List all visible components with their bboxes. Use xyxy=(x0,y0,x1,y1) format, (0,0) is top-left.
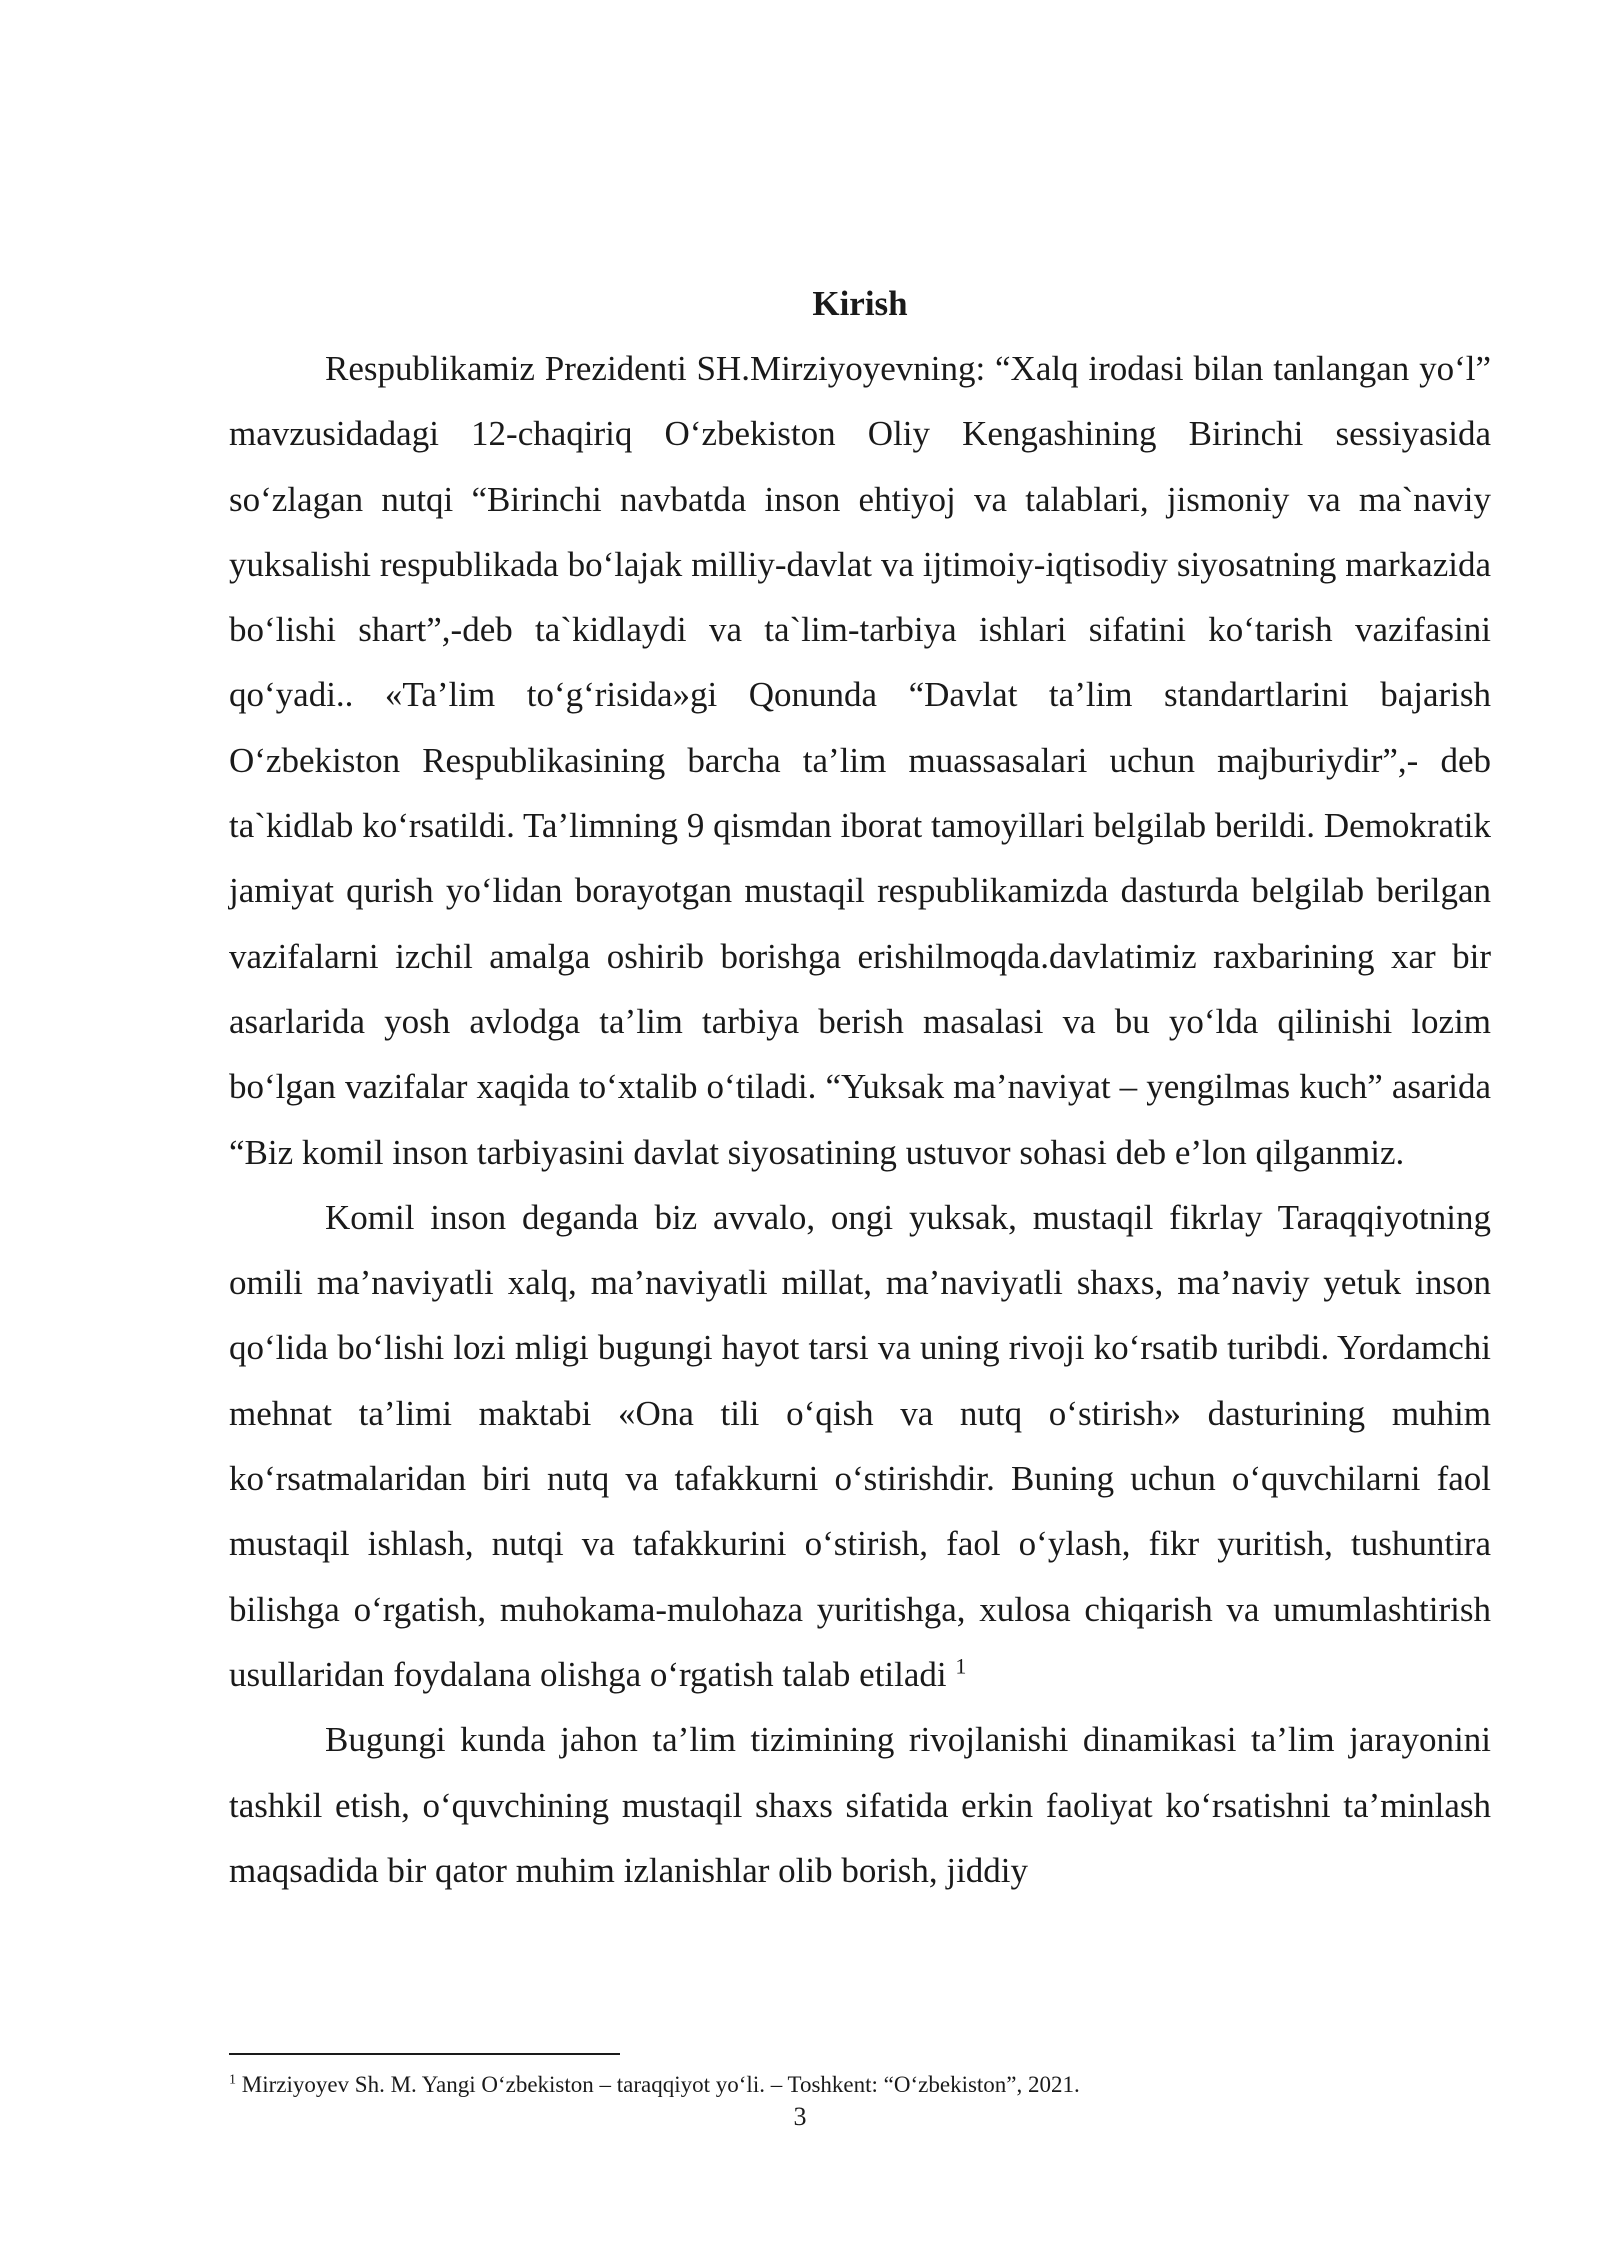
footnote-separator xyxy=(229,2053,620,2055)
paragraph-3-text: Bugungi kunda jahon ta’lim tizimining rivojlanishi dinamikasi ta’lim jarayonini tashkil etish, o‘quvchining mustaqil shaxs sifatida erkin faoliyat ko‘rsatishni ta’minlash maqsadida bir qator muhim izlanishlar olib borish, jiddiy xyxy=(229,1720,1491,1890)
paragraph-2-text: Komil inson deganda biz avvalo, ongi yuksak, mustaqil fikrlay Taraqqiyotning omili ma’naviyatli xalq, ma’naviyatli millat, ma’naviyatli shaxs, ma’naviy yetuk inson qo‘lida bo‘lishi lozi mligi bugungi hayot tarsi va uning rivoji ko‘rsatib turibdi. Yordamchi mehnat ta’limi maktabi «Ona tili o‘qish va nutq o‘stirish» dasturining muhim ko‘rsatmalaridan biri nutq va tafakkurni o‘stirishdir. Buning uchun o‘quvchilarni faol mustaqil ishlash, nutqi va tafakkurini o‘stirish, faol o‘ylash, fikr yuritish, tushuntira bilishga o‘rgatish, muhokama-mulohaza yuritishga, xulosa chiqarish va umumlashtirish usullaridan foydalana olishga o‘rgatish talab etiladi xyxy=(229,1197,1491,1694)
footnote-reference[interactable]: 1 xyxy=(955,1653,967,1679)
paragraph-1 xyxy=(229,336,1491,1185)
paragraph-1-text: Respublikamiz Prezidenti SH.Mirziyoyevning: “Xalq irodasi bilan tanlangan yo‘l” mavzusidadagi 12-chaqiriq O‘zbekiston Oliy Kengashining Birinchi sessiyasida so‘zlagan nutqi “Birinchi navbatda inson ehtiyoj va talablari, jismoniy va ma`naviy yuksalishi respublikada bo‘lajak milliy-davlat va ijtimoiy-iqtisodiy siyosatning markazida bo‘lishi shart”,-deb ta`kidlaydi va ta`lim-tarbiya ishlari sifatini ko‘tarish vazifasini qo‘yadi.. «Ta’lim to‘g‘risida»gi Qonunda “Davlat ta’lim standartlarini bajarish O‘zbekiston Respublikasining barcha ta’lim muassasalari uchun majburiydir”,- deb ta`kidlab ko‘rsatildi. Ta’limning 9 qismdan iborat tamoyillari belgilab berildi. Demokratik jamiyat qurish yo‘lidan borayotgan mustaqil respublikamizda dasturda belgilab berilgan vazifalarni izchil amalga oshirib borishga erishilmoqda.davlatimiz raxbarining xar bir asarlarida yosh avlodga ta’lim tarbiya berish masalasi va bu yo‘lda qilinishi lozim bo‘lgan vazifalar xaqida to‘xtalib o‘tiladi. “Yuksak ma’naviyat – yengilmas kuch” asarida “Biz komil inson tarbiyasini davlat siyosatining ustuvor sohasi deb e’lon qilganmiz. xyxy=(229,349,1491,1172)
page-number: 3 xyxy=(793,2102,807,2131)
section-heading: Kirish xyxy=(812,284,908,323)
paragraph-3 xyxy=(229,1707,1491,1903)
page-body xyxy=(229,272,1491,1903)
footnote-text: Mirziyoyev Sh. M. Yangi O‘zbekiston – taraqqiyot yo‘li. – Toshkent: “O‘zbekiston”, 2021. xyxy=(241,2072,1080,2097)
footnote xyxy=(229,2070,1491,2100)
paragraph-2 xyxy=(229,1185,1491,1707)
footnote-marker: 1 xyxy=(229,2072,236,2088)
